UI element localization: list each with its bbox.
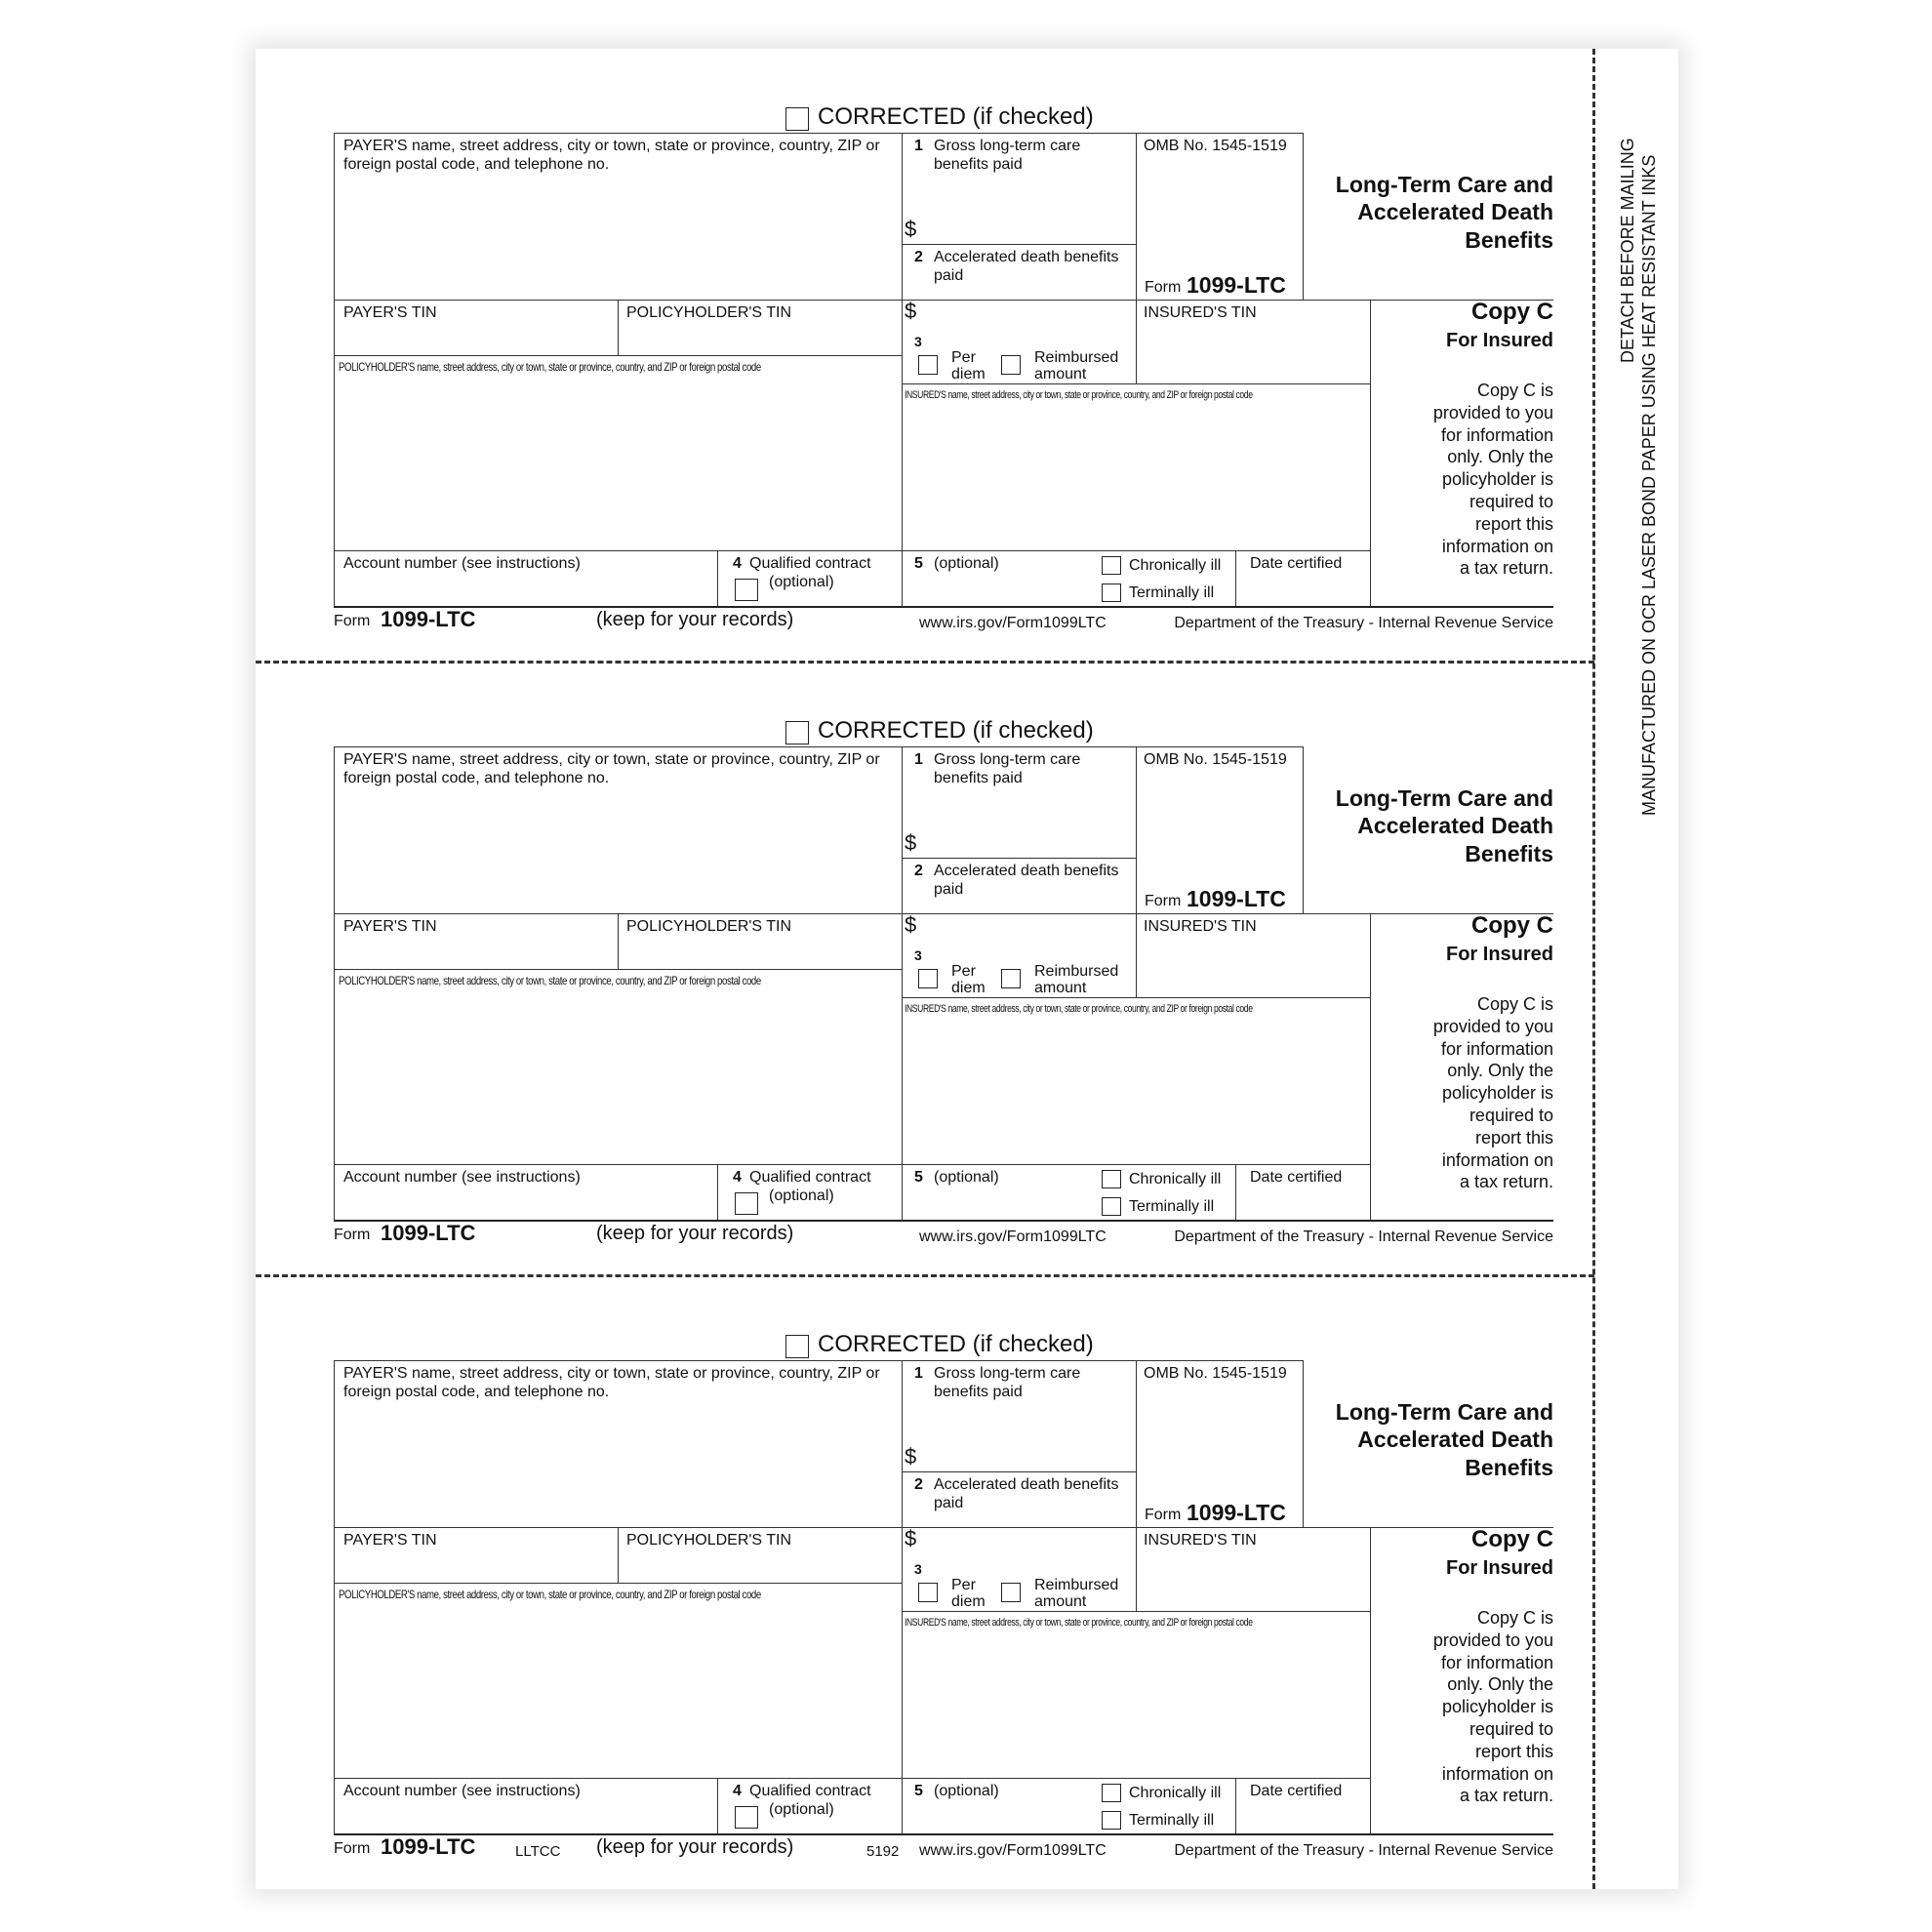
qualified-contract-checkbox[interactable]	[735, 579, 758, 601]
per-diem-checkbox[interactable]	[918, 355, 938, 375]
policyholder-tin-label: POLICYHOLDER'S TIN	[626, 918, 792, 935]
rule	[1235, 1778, 1236, 1833]
box4-label-1: Qualified contract	[749, 1783, 871, 1799]
rule	[1303, 746, 1304, 914]
box4-number: 4	[733, 1169, 742, 1186]
account-number-field[interactable]	[336, 576, 714, 605]
copy-title: Copy C	[1471, 299, 1553, 325]
copy-text-line: required to	[1469, 1718, 1553, 1739]
rule	[1370, 913, 1371, 1221]
payer-name-field[interactable]	[336, 789, 900, 912]
copy-text-line: report this	[1474, 1741, 1553, 1761]
per-diem-label-1: Per	[951, 963, 976, 980]
policyholder-tin-field[interactable]	[621, 1551, 900, 1581]
box5-label: (optional)	[934, 1169, 999, 1186]
copy-text-line: provided to you	[1432, 1630, 1553, 1650]
copy-text-line: provided to you	[1432, 1016, 1553, 1036]
insured-tin-field[interactable]	[1140, 1553, 1366, 1608]
box1-amount-field[interactable]	[923, 828, 1133, 856]
rule	[717, 1778, 718, 1833]
box2-label: Accelerated death benefits paid	[934, 863, 1119, 898]
reimbursed-checkbox[interactable]	[1001, 355, 1021, 375]
box3-number: 3	[914, 947, 922, 963]
box2-amount-field[interactable]	[923, 293, 1133, 320]
rule	[1136, 1360, 1137, 1612]
copy-text-line: provided to you	[1432, 402, 1553, 423]
footer-form-number: 1099-LTC	[381, 607, 476, 631]
box3-number: 3	[914, 1561, 922, 1577]
per-diem-label-1: Per	[951, 1577, 976, 1593]
rule	[618, 1527, 619, 1583]
account-number-label: Account number (see instructions)	[343, 555, 581, 572]
rule	[334, 1164, 1370, 1165]
rule	[618, 913, 619, 969]
rule	[1370, 1527, 1371, 1834]
form-copy-1	[0, 0, 1932, 631]
box2-number: 2	[914, 863, 923, 879]
copy-text	[1376, 993, 1553, 1193]
payer-name-label: PAYER'S name, street address, city or town, state or province, country, ZIP or foreign postal code, and telephone no.	[343, 1365, 880, 1400]
insured-name-label: INSURED'S name, street address, city or town, state or province, country, and ZIP or foreign postal code	[905, 389, 1253, 401]
reimbursed-label-1: Reimbursed	[1034, 963, 1119, 980]
copy-subtitle: For Insured	[1445, 1557, 1553, 1579]
box5-number: 5	[914, 555, 923, 572]
terminally-ill-checkbox[interactable]	[1102, 1811, 1121, 1830]
insured-tin-field[interactable]	[1140, 940, 1366, 994]
policyholder-name-field[interactable]	[336, 1610, 900, 1776]
corrected-label: CORRECTED (if checked)	[818, 103, 1094, 130]
rule	[334, 1360, 1303, 1361]
payer-tin-field[interactable]	[336, 324, 617, 353]
box1-number: 1	[914, 1365, 923, 1382]
reimbursed-label-1: Reimbursed	[1034, 349, 1119, 366]
copy-text-line: information on	[1441, 1149, 1553, 1170]
box3-number: 3	[914, 334, 922, 349]
form-title-line3: Benefits	[1465, 841, 1553, 866]
insured-name-field[interactable]	[904, 1022, 1368, 1162]
per-diem-checkbox[interactable]	[918, 969, 938, 988]
form-word-top: Form	[1145, 1507, 1182, 1523]
date-certified-field[interactable]	[1239, 576, 1368, 603]
policyholder-name-label: POLICYHOLDER'S name, street address, city or town, state or province, country, and ZIP or foreign postal code	[339, 360, 761, 374]
box1-number: 1	[914, 751, 923, 768]
insured-tin-label: INSURED'S TIN	[1144, 918, 1257, 935]
footer-form-word: Form	[334, 613, 371, 629]
rule	[1136, 746, 1137, 998]
reimbursed-checkbox[interactable]	[1001, 969, 1021, 988]
box5-label: (optional)	[934, 1783, 999, 1799]
reimbursed-label-2: amount	[1034, 980, 1087, 996]
box5-field[interactable]	[906, 1189, 1101, 1217]
per-diem-label-1: Per	[951, 349, 976, 366]
copy-text-line: information on	[1441, 1763, 1553, 1784]
qualified-contract-checkbox[interactable]	[735, 1192, 758, 1215]
box4-number: 4	[733, 1783, 742, 1799]
box4-label-2: (optional)	[769, 1801, 834, 1818]
rule	[334, 746, 335, 1221]
form-word-top: Form	[1145, 893, 1182, 909]
payer-name-field[interactable]	[336, 1403, 900, 1526]
terminally-ill-label: Terminally ill	[1129, 1198, 1215, 1215]
form-title-line3: Benefits	[1465, 227, 1553, 253]
form-copy-3	[0, 1228, 1932, 1860]
rule	[717, 550, 718, 606]
insured-tin-field[interactable]	[1140, 326, 1366, 381]
box1-label: Gross long-term care benefits paid	[934, 1365, 1081, 1400]
rule	[334, 1360, 335, 1834]
copy-text-line: for information	[1440, 1038, 1553, 1059]
box2-dollar: $	[905, 1526, 917, 1550]
box5-field[interactable]	[906, 576, 1101, 603]
date-certified-field[interactable]	[1239, 1803, 1368, 1831]
rule	[1303, 133, 1304, 301]
box1-dollar: $	[905, 1444, 917, 1469]
box4-label-2: (optional)	[769, 574, 834, 590]
copy-text-line: required to	[1469, 1105, 1553, 1125]
form-number-top: 1099-LTC	[1187, 886, 1286, 911]
box2-number: 2	[914, 1476, 923, 1493]
insured-name-label: INSURED'S name, street address, city or town, state or province, country, and ZIP or foreign postal code	[905, 1617, 1253, 1629]
copy-text	[1376, 1607, 1553, 1807]
manufactured-text: MANUFACTURED ON OCR LASER BOND PAPER USING HEAT RESISTANT INKS	[1639, 154, 1659, 816]
omb-number: OMB No. 1545-1519	[1144, 751, 1287, 768]
copy-text-line: report this	[1474, 513, 1553, 534]
rule	[334, 355, 902, 356]
payer-tin-label: PAYER'S TIN	[343, 918, 437, 935]
omb-number: OMB No. 1545-1519	[1144, 1365, 1287, 1382]
terminally-ill-checkbox[interactable]	[1102, 584, 1121, 602]
form-number-top: 1099-LTC	[1187, 1500, 1286, 1525]
box5-field[interactable]	[906, 1803, 1101, 1831]
copy-text-line: Copy C is	[1476, 1608, 1553, 1628]
reimbursed-checkbox[interactable]	[1001, 1583, 1021, 1602]
date-certified-label: Date certified	[1250, 1169, 1343, 1186]
box1-label: Gross long-term care benefits paid	[934, 751, 1081, 786]
payer-tin-label: PAYER'S TIN	[343, 1532, 437, 1549]
account-number-field[interactable]	[336, 1189, 714, 1219]
rule	[334, 133, 335, 607]
footer-url: www.irs.gov/Form1099LTC	[919, 1842, 1107, 1859]
copy-text-line: policyholder is	[1441, 1697, 1553, 1717]
copy-subtitle: For Insured	[1445, 330, 1553, 351]
rule	[334, 133, 1303, 134]
account-number-label: Account number (see instructions)	[343, 1169, 581, 1186]
box1-number: 1	[914, 138, 923, 154]
chronically-ill-checkbox[interactable]	[1102, 1170, 1121, 1188]
date-certified-label: Date certified	[1250, 555, 1343, 572]
rule	[1235, 1164, 1236, 1220]
policyholder-tin-field[interactable]	[621, 324, 900, 353]
footer-url: www.irs.gov/Form1099LTC	[919, 615, 1107, 631]
chronically-ill-checkbox[interactable]	[1102, 1784, 1121, 1802]
box5-label: (optional)	[934, 555, 999, 572]
box1-label: Gross long-term care benefits paid	[934, 138, 1081, 173]
footer-keep: (keep for your records)	[596, 1836, 794, 1858]
chronically-ill-label: Chronically ill	[1129, 557, 1222, 574]
box2-label: Accelerated death benefits paid	[934, 1476, 1119, 1511]
copy-text-line: for information	[1440, 424, 1553, 445]
payer-tin-label: PAYER'S TIN	[343, 304, 437, 321]
form-title-line3: Benefits	[1465, 1455, 1553, 1480]
rule	[334, 969, 902, 970]
box2-amount-field[interactable]	[923, 906, 1133, 934]
payer-name-field[interactable]	[336, 176, 900, 299]
per-diem-checkbox[interactable]	[918, 1583, 938, 1602]
rule	[902, 1471, 1136, 1472]
rule	[902, 244, 1136, 245]
footer-form-number: 1099-LTC	[381, 1834, 476, 1859]
footer-dept: Department of the Treasury - Internal Revenue Service	[1174, 1228, 1553, 1245]
form-title-line2: Accelerated Death	[1357, 1427, 1553, 1452]
payer-name-label: PAYER'S name, street address, city or town, state or province, country, ZIP or foreign postal code, and telephone no.	[343, 138, 880, 173]
terminally-ill-label: Terminally ill	[1129, 584, 1215, 601]
copy-text-line: a tax return.	[1459, 558, 1553, 579]
reimbursed-label-1: Reimbursed	[1034, 1577, 1119, 1593]
form-title-line1: Long-Term Care and	[1335, 172, 1553, 197]
per-diem-label-2: diem	[951, 366, 986, 382]
rule	[618, 300, 619, 355]
terminally-ill-label: Terminally ill	[1129, 1812, 1215, 1829]
box2-dollar: $	[905, 912, 917, 937]
rule	[334, 746, 1303, 747]
rule	[902, 858, 1136, 859]
payer-tin-field[interactable]	[336, 938, 617, 967]
account-number-label: Account number (see instructions)	[343, 1783, 581, 1799]
policyholder-tin-field[interactable]	[621, 938, 900, 967]
copy-text-line: a tax return.	[1459, 1786, 1553, 1806]
date-certified-label: Date certified	[1250, 1783, 1343, 1799]
policyholder-tin-label: POLICYHOLDER'S TIN	[626, 304, 792, 321]
copy-text-line: only. Only the	[1447, 447, 1553, 467]
rule	[902, 1360, 903, 1834]
box4-label-1: Qualified contract	[749, 555, 871, 572]
corrected-checkbox[interactable]	[785, 1335, 809, 1358]
footer-dept: Department of the Treasury - Internal Revenue Service	[1174, 1842, 1553, 1859]
box1-amount-field[interactable]	[923, 1442, 1133, 1469]
copy-text	[1376, 380, 1553, 580]
footer-form-number: 1099-LTC	[381, 1221, 476, 1245]
copy-text-line: for information	[1440, 1652, 1553, 1672]
per-diem-label-2: diem	[951, 980, 986, 996]
form-title-line1: Long-Term Care and	[1335, 785, 1553, 811]
rule	[1370, 300, 1371, 607]
copy-text-line: Copy C is	[1476, 994, 1553, 1014]
form-title-line2: Accelerated Death	[1357, 199, 1553, 224]
footer-keep: (keep for your records)	[596, 1223, 794, 1244]
detach-text: DETACH BEFORE MAILING	[1618, 138, 1637, 363]
insured-name-label: INSURED'S name, street address, city or town, state or province, country, and ZIP or foreign postal code	[905, 1003, 1253, 1015]
box5-number: 5	[914, 1783, 923, 1799]
box4-label-1: Qualified contract	[749, 1169, 871, 1186]
form-title-line1: Long-Term Care and	[1335, 1399, 1553, 1425]
copy-text-line: policyholder is	[1441, 469, 1553, 490]
copy-subtitle: For Insured	[1445, 944, 1553, 965]
rule	[902, 746, 903, 1221]
form-title-line2: Accelerated Death	[1357, 813, 1553, 838]
box2-label: Accelerated death benefits paid	[934, 249, 1119, 284]
footer-form-word: Form	[334, 1227, 371, 1243]
rule	[334, 1778, 1370, 1779]
copy-title: Copy C	[1471, 912, 1553, 939]
insured-tin-label: INSURED'S TIN	[1144, 1532, 1257, 1549]
account-number-field[interactable]	[336, 1803, 714, 1832]
copy-text-line: report this	[1474, 1127, 1553, 1147]
copy-text-line: Copy C is	[1476, 381, 1553, 400]
box2-dollar: $	[905, 299, 917, 323]
corrected-label: CORRECTED (if checked)	[818, 717, 1094, 744]
chronically-ill-label: Chronically ill	[1129, 1171, 1222, 1187]
insured-tin-label: INSURED'S TIN	[1144, 304, 1257, 321]
rule	[1235, 550, 1236, 606]
copy-title: Copy C	[1471, 1526, 1553, 1552]
reimbursed-label-2: amount	[1034, 366, 1087, 382]
footer-dept: Department of the Treasury - Internal Revenue Service	[1174, 615, 1553, 631]
box1-dollar: $	[905, 217, 917, 241]
insured-name-field[interactable]	[904, 1635, 1368, 1776]
date-certified-field[interactable]	[1239, 1189, 1368, 1217]
box2-amount-field[interactable]	[923, 1520, 1133, 1548]
corrected-label: CORRECTED (if checked)	[818, 1331, 1094, 1357]
box2-number: 2	[914, 249, 923, 265]
policyholder-name-label: POLICYHOLDER'S name, street address, city or town, state or province, country, and ZIP or foreign postal code	[339, 1588, 761, 1601]
payer-tin-field[interactable]	[336, 1551, 617, 1581]
policyholder-tin-label: POLICYHOLDER'S TIN	[626, 1532, 792, 1549]
footer-code-5192: 5192	[866, 1843, 900, 1860]
corrected-checkbox[interactable]	[785, 721, 809, 745]
rule	[334, 1583, 902, 1584]
footer-keep: (keep for your records)	[596, 609, 794, 630]
rule	[902, 133, 903, 607]
corrected-checkbox[interactable]	[785, 107, 809, 131]
rule	[334, 550, 1370, 551]
copy-text-line: only. Only the	[1447, 1674, 1553, 1695]
rule	[717, 1164, 718, 1220]
rule	[1136, 133, 1137, 384]
policyholder-name-field[interactable]	[336, 382, 900, 548]
copy-text-line: required to	[1469, 491, 1553, 511]
form-copy-2	[0, 614, 1932, 1245]
box4-label-2: (optional)	[769, 1187, 834, 1204]
footer-url: www.irs.gov/Form1099LTC	[919, 1228, 1107, 1245]
box4-number: 4	[733, 555, 742, 572]
insured-name-field[interactable]	[904, 408, 1368, 548]
chronically-ill-checkbox[interactable]	[1102, 556, 1121, 575]
omb-number: OMB No. 1545-1519	[1144, 138, 1287, 154]
chronically-ill-label: Chronically ill	[1129, 1785, 1222, 1801]
footer-code-lltcc: LLTCC	[515, 1843, 561, 1860]
form-number-top: 1099-LTC	[1187, 272, 1286, 298]
footer-form-word: Form	[334, 1840, 371, 1857]
rule	[1303, 1360, 1304, 1528]
copy-text-line: a tax return.	[1459, 1172, 1553, 1192]
per-diem-label-2: diem	[951, 1593, 986, 1610]
form-word-top: Form	[1145, 279, 1182, 296]
policyholder-name-label: POLICYHOLDER'S name, street address, city or town, state or province, country, and ZIP or foreign postal code	[339, 974, 761, 987]
reimbursed-label-2: amount	[1034, 1593, 1087, 1610]
policyholder-name-field[interactable]	[336, 996, 900, 1162]
box1-dollar: $	[905, 830, 917, 855]
box1-amount-field[interactable]	[923, 215, 1133, 242]
terminally-ill-checkbox[interactable]	[1102, 1197, 1121, 1216]
copy-text-line: policyholder is	[1441, 1083, 1553, 1104]
box5-number: 5	[914, 1169, 923, 1186]
payer-name-label: PAYER'S name, street address, city or town, state or province, country, ZIP or foreign postal code, and telephone no.	[343, 751, 880, 786]
copy-text-line: only. Only the	[1447, 1061, 1553, 1081]
copy-text-line: information on	[1441, 536, 1553, 556]
qualified-contract-checkbox[interactable]	[735, 1806, 758, 1829]
